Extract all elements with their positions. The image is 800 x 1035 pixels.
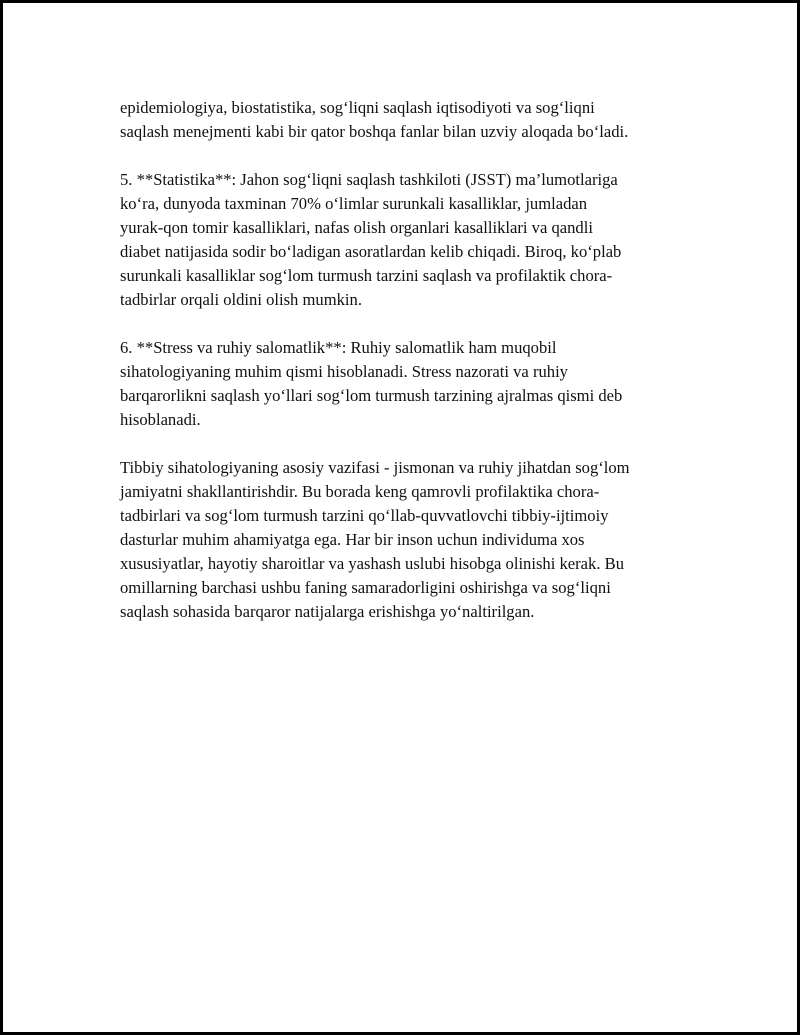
paragraph-conclusion: Tibbiy sihatologiyaning asosiy vazifasi - jismonan va ruhiy jihatdan sog‘lom jamiyatni shakllantirishdir. Bu borada keng qamrovli profilaktika chora- tadbirlari va sog‘lom turmush tarzini qo‘llab-quvvatlovchi tibbiy-ijtimoiy dasturlar muhim ahamiyatga ega. Har bir inson uchun individuma xos xususiyatlar, hayotiy sharoitlar va yashash uslubi hisobga olinishi kerak. Bu omillarning barchasi ushbu faning samaradorligini oshirishga va sog‘liqni saqlash sohasida barqaror natijalarga erishishga yo‘naltirilgan. — [120, 458, 630, 621]
paragraph-intro-continuation: epidemiologiya, biostatistika, sog‘liqni saqlash iqtisodiyoti va sog‘liqni saqlash menejmenti kabi bir qator boshqa fanlar bilan uzviy aloqada bo‘ladi. — [120, 98, 629, 141]
paragraph-statistics: 5. **Statistika**: Jahon sog‘liqni saqlash tashkiloti (JSST) ma’lumotlariga ko‘ra, dunyoda taxminan 70% o‘limlar surunkali kasalliklar, jumladan yurak-qon tomir kasalliklari, nafas olish organlari kasalliklari va qandli diabet natijasida sodir bo‘ladigan asoratlardan kelib chiqadi. Biroq, ko‘plab surunkali kasalliklar sog‘lom turmush tarzini saqlash va profilaktik chora- tadbirlar orqali oldini olish mumkin. — [120, 170, 622, 309]
document-body — [120, 96, 695, 648]
paragraph-stress-mental-health: 6. **Stress va ruhiy salomatlik**: Ruhiy salomatlik ham muqobil sihatologiyaning muhim qismi hisoblanadi. Stress nazorati va ruhiy barqarorlikni saqlash yo‘llari sog‘lom turmush tarzining ajralmas qismi deb hisoblanadi. — [120, 338, 623, 429]
